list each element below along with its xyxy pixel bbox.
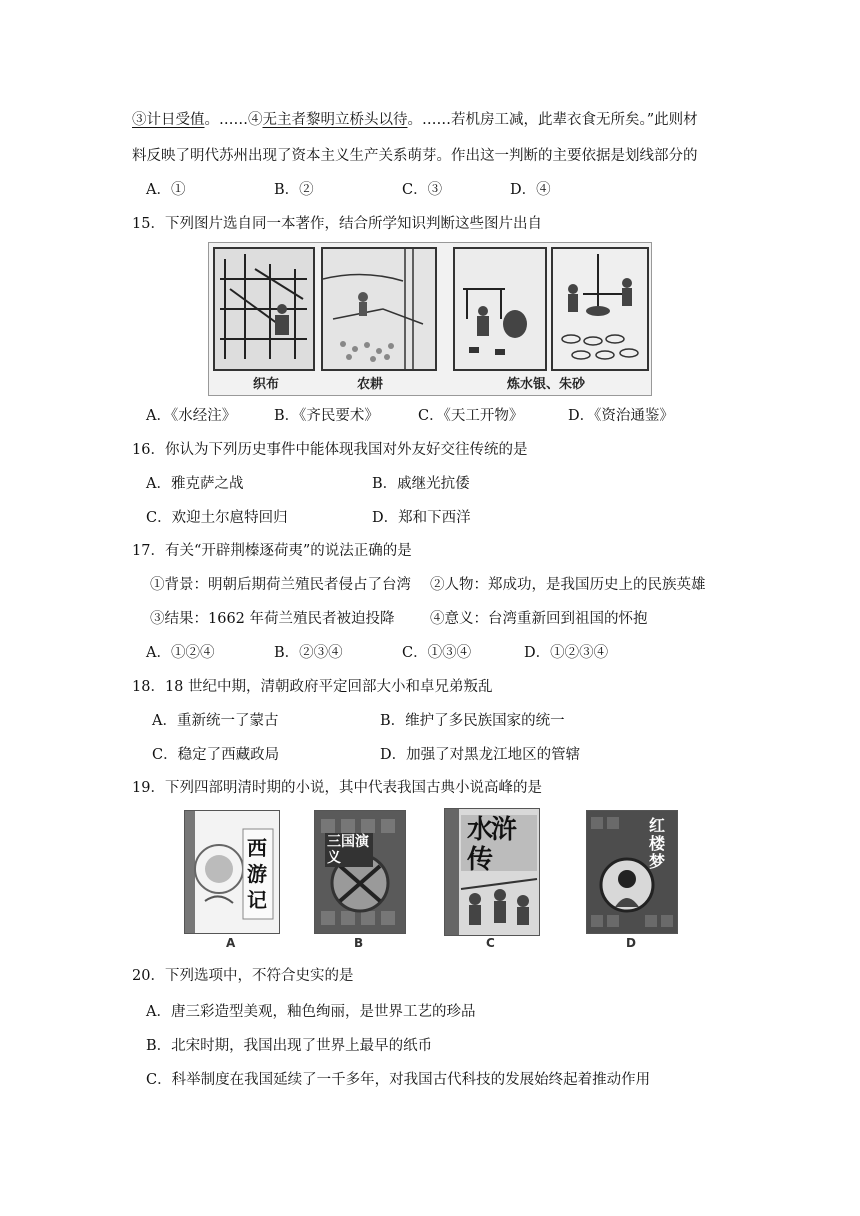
book-label-a: A [226,936,236,950]
q15-illustration-strip [208,242,652,396]
q17-statement-2: ②人物：郑成功，是我国历史上的民族英雄 [430,577,706,593]
book-label-c: C [486,936,495,950]
q18-option-a: A．重新统一了蒙古 [152,713,279,729]
q14-line1 [132,110,698,130]
q14-mid-text: 。……④ [204,112,263,128]
q16-option-d: D．郑和下西洋 [372,510,471,526]
q18-option-d: D．加强了对黑龙江地区的管辖 [380,747,581,763]
book-title-xiyouji: 西游记 [247,836,267,912]
caption-weaving: 织布 [253,377,280,392]
q17-statement-1: ①背景：明朝后期荷兰殖民者侵占了台湾 [150,577,411,593]
q16-option-b: B．戚继光抗倭 [372,476,470,492]
book-cover-sanguoyanyi [314,810,406,934]
q15-option-b: B．《齐民要术》 [274,408,379,424]
q15-stem: 15．下列图片选自同一本著作，结合所学知识判断这些图片出自 [132,216,542,232]
book-label-d: D [626,936,636,950]
q16-option-a: A．雅克萨之战 [146,476,244,492]
book-title-sanguoyanyi: 三国演义 [325,833,373,867]
book-cover-xiyouji [184,810,280,934]
q14-item4-underlined: 无主者黎明立桥头以待 [262,112,408,128]
mercury-refining-illustration [453,247,547,371]
q19-stem: 19．下列四部明清时期的小说，其中代表我国古典小说高峰的是 [132,780,542,796]
q16-stem: 16．你认为下列历史事件中能体现我国对外友好交往传统的是 [132,442,528,458]
q14-option-a: A．① [146,182,186,198]
q17-option-a: A．①②④ [146,645,215,661]
book-cover-hongloumeng [586,810,678,934]
q15-option-d: D．《资治通鉴》 [568,408,674,424]
q17-statement-4: ④意义：台湾重新回到祖国的怀抱 [430,611,648,627]
book-cover-shuihuzhuan [444,808,540,936]
book-title-hongloumeng: 红楼梦 [649,816,666,871]
q20-option-b: B．北宋时期，我国出现了世界上最早的纸币 [146,1038,433,1054]
farming-illustration [321,247,437,371]
book-label-b: B [354,936,364,950]
q20-option-c: C．科举制度在我国延续了一千多年，对我国古代科技的发展始终起着推动作用 [146,1072,651,1088]
q15-option-c: C．《天工开物》 [418,408,524,424]
q18-option-b: B．维护了多民族国家的统一 [380,713,565,729]
q17-option-c: C．①③④ [402,645,472,661]
weaving-illustration [213,247,315,371]
q20-stem: 20．下列选项中，不符合史实的是 [132,968,354,984]
q14-option-c: C．③ [402,182,443,198]
q14-end-text: 。……若机房工减，此辈衣食无所矣。”此则材 [407,112,698,128]
q17-option-d: D．①②③④ [524,645,609,661]
q17-option-b: B．②③④ [274,645,343,661]
q18-option-c: C．稳定了西藏政局 [152,747,280,763]
q17-statement-3: ③结果：1662 年荷兰殖民者被迫投降 [150,611,395,627]
q20-option-a: A．唐三彩造型美观，釉色绚丽，是世界工艺的珍品 [146,1004,476,1020]
q14-option-b: B．② [274,182,314,198]
q16-option-c: C．欢迎土尔扈特回归 [146,510,288,526]
caption-farming: 农耕 [357,377,384,392]
q18-stem: 18．18 世纪中期，清朝政府平定回部大小和卓兄弟叛乱 [132,679,493,695]
book-title-shuihuzhuan: 水浒传 [467,815,516,875]
q14-option-d: D．④ [510,182,551,198]
q15-option-a: A．《水经注》 [146,408,237,424]
cinnabar-illustration [551,247,649,371]
q17-stem: 17．有关“开辟荆榛逐荷夷”的说法正确的是 [132,543,412,559]
q14-item3-underlined: ③计日受值 [132,112,205,128]
q14-line2: 料反映了明代苏州出现了资本主义生产关系萌芽。作出这一判断的主要依据是划线部分的 [132,148,698,164]
caption-mercury: 炼水银、朱砂 [507,377,586,392]
